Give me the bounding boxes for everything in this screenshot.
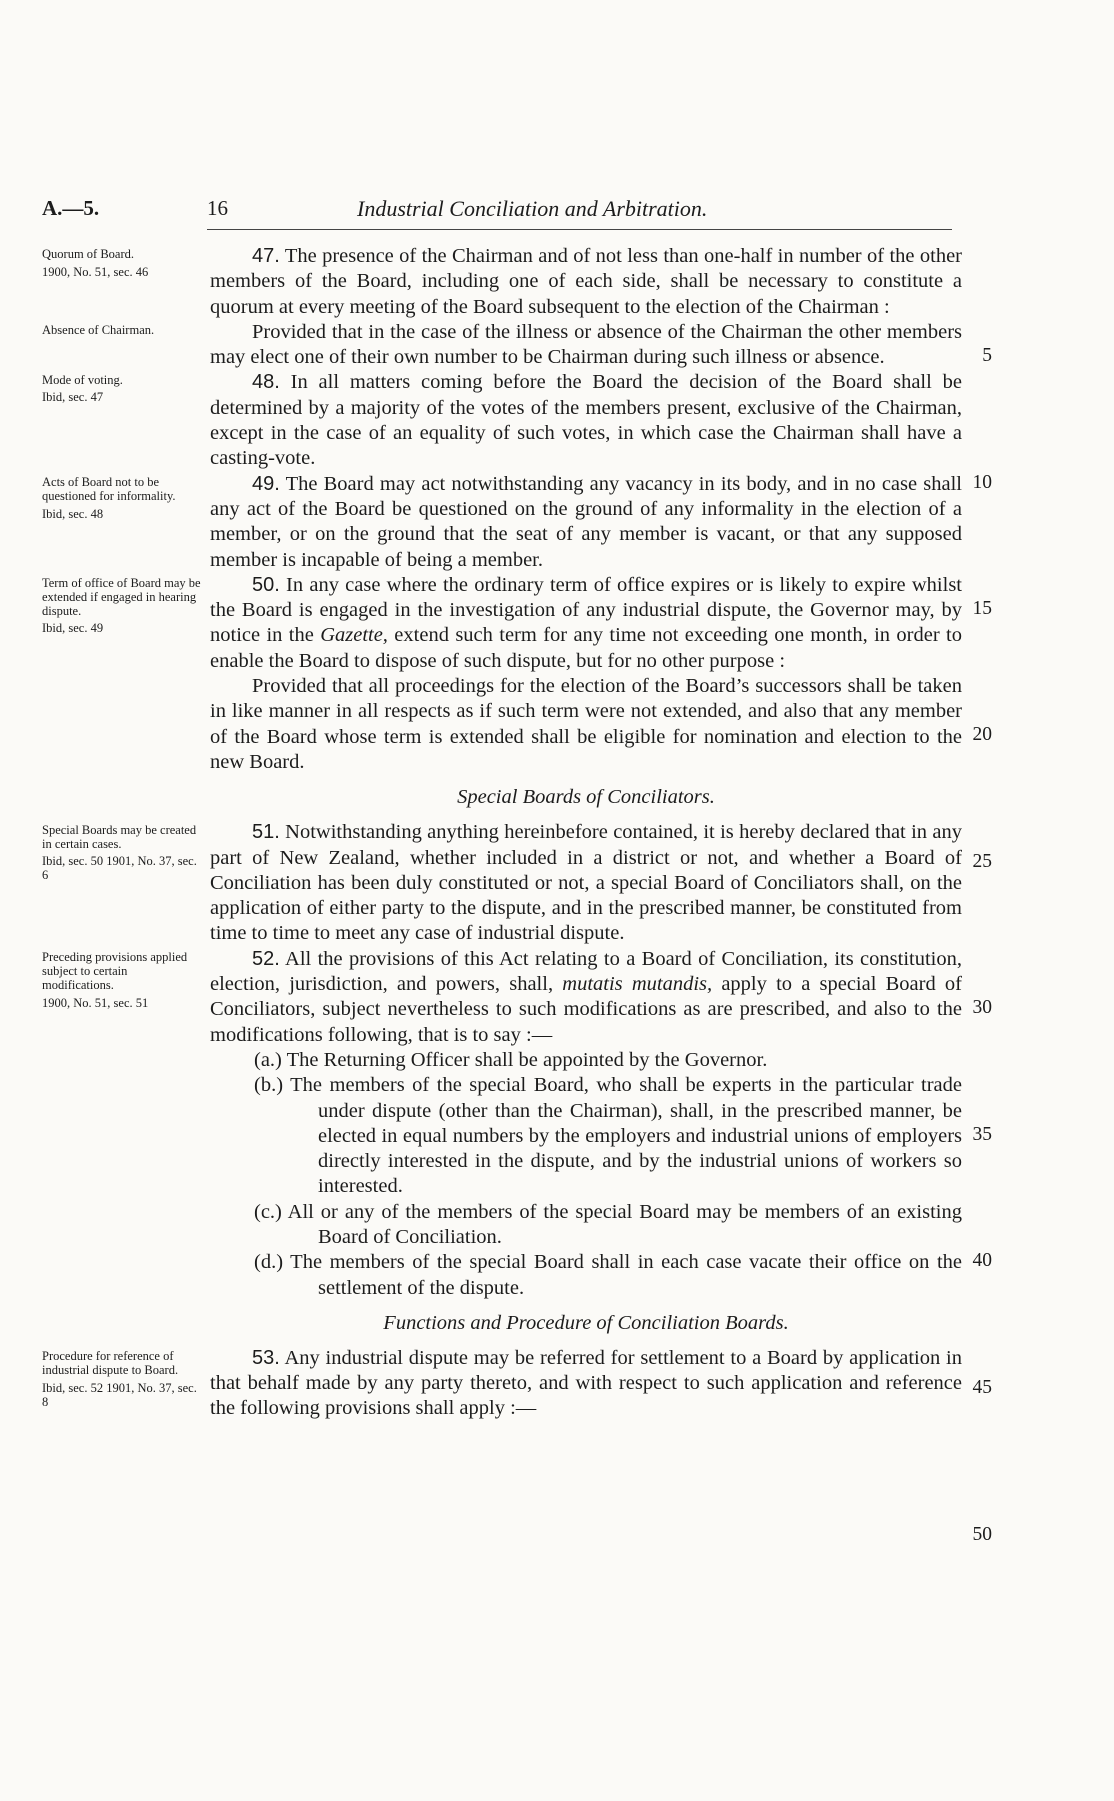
section-text: The Board may act notwithstanding any vacancy in its body, and in no case shall any act of the Board be questioned on the ground of any informality in the election of a member, or on the ground that the seat of any member is vacant, or that any supposed member is incapable of being a member. xyxy=(210,472,962,571)
section-number: 47. xyxy=(252,245,280,267)
section-47-proviso xyxy=(42,320,992,371)
item-text: The Returning Officer shall be appointed by the Governor. xyxy=(281,1048,768,1071)
proviso-paragraph: Provided that in the case of the illness or absence of the Chairman the other members may elect one of their own number to be Chairman during such illness or absence. xyxy=(210,320,962,369)
margin-note xyxy=(42,373,202,404)
header-rule xyxy=(207,229,952,230)
section-paragraph xyxy=(210,244,962,320)
margin-note-text: Mode of voting. xyxy=(42,373,123,388)
section-number: 48. xyxy=(252,371,280,394)
margin-note-text: Special Boards may be created in certain cases. xyxy=(42,823,197,852)
list-item xyxy=(210,1048,962,1073)
section-53 xyxy=(42,1346,992,1422)
section-text: The presence of the Chairman and of not less than one-half in number of the other members of the Board, including one of each side, shall be necessary to constitute a quorum at every meeting of the Board subsequent to the election of the Chairman : xyxy=(210,245,962,318)
section-paragraph xyxy=(210,947,962,1048)
section-text: Any industrial dispute may be referred for settlement to a Board by application in that behalf made by any party thereto, and with respect to such application and reference the following provisions shall apply :— xyxy=(210,1346,962,1420)
section-paragraph xyxy=(210,370,962,471)
margin-note-text: Acts of Board not to be questioned for informality. xyxy=(42,474,176,503)
margin-note xyxy=(42,823,202,882)
item-text: The members of the special Board shall in each case vacate their office on the settlement of the dispute. xyxy=(283,1251,962,1299)
section-52 xyxy=(42,947,992,1301)
section-number: 52. xyxy=(252,947,280,970)
line-number: 40 xyxy=(972,1250,992,1271)
section-text: extend such term for any time not exceeding one month, in order to enable the Board to dispose of such dispute, but for no other purpose : xyxy=(210,624,962,672)
page-header xyxy=(42,196,952,230)
page-number: 16 xyxy=(207,196,228,220)
item-label: (b.) xyxy=(254,1074,284,1097)
margin-citation: 1900, No. 51, sec. 51 xyxy=(42,995,149,1010)
line-number: 10 xyxy=(972,472,992,493)
margin-note xyxy=(42,1349,202,1409)
section-paragraph xyxy=(210,1346,962,1422)
section-paragraph xyxy=(210,472,962,573)
item-text: The members of the special Board, who shall be experts in the particular trade under dispute (other than the Chairman), shall, in the prescribed manner, be elected in equal numbers by the employers and industrial unions of employers directly interested in the dispute, and by the industrial unions of workers so interested. xyxy=(283,1074,962,1198)
section-51 xyxy=(42,820,992,946)
line-number: 15 xyxy=(972,598,992,619)
section-text: Notwithstanding anything hereinbefore contained, it is hereby declared that in any part of New Zealand, whether included in a district or not, and whether a Board of Conciliation has been duly constituted or not, a special Board of Conciliators shall, on the application of either party to the dispute, and in the prescribed manner, be constituted from time to time to meet any case of industrial dispute. xyxy=(210,821,962,945)
section-number: 49. xyxy=(252,472,280,495)
section-paragraph xyxy=(210,820,962,946)
subheading-functions: Functions and Procedure of Conciliation Boards. xyxy=(383,1311,789,1334)
section-49 xyxy=(42,472,992,573)
list-item xyxy=(210,1073,962,1199)
margin-note-text: Term of office of Board may be extended if engaged in hearing dispute. xyxy=(42,575,201,618)
section-48 xyxy=(42,370,992,471)
line-number: 25 xyxy=(972,851,992,872)
section-text: In all matters coming before the Board the decision of the Board shall be determined by a majority of the votes of the members present, exclusive of the Chairman, except in the case of an equality of such votes, in which case the Chairman shall have a casting-vote. xyxy=(210,371,962,470)
line-number: 5 xyxy=(982,345,992,366)
margin-citation: Ibid, sec. 49 xyxy=(42,620,104,635)
paper-reference: A.—5. xyxy=(42,196,100,220)
margin-note-text: Procedure for reference of industrial dispute to Board. xyxy=(42,1348,179,1377)
line-number: 50 xyxy=(972,1524,992,1545)
section-47 xyxy=(42,244,992,320)
section-50 xyxy=(42,573,992,775)
body-text xyxy=(42,244,992,1545)
margin-note-text: Quorum of Board. xyxy=(42,247,134,261)
line-number: 20 xyxy=(972,724,992,745)
margin-note xyxy=(42,323,202,337)
margin-note-text: Preceding provisions applied subject to certain modifications. xyxy=(42,949,188,992)
running-title: Industrial Conciliation and Arbitration. xyxy=(357,196,708,221)
latin-phrase: mutatis mutandis, xyxy=(562,973,713,996)
item-label: (c.) xyxy=(254,1200,282,1223)
proviso-paragraph: Provided that all proceedings for the election of the Board’s successors shall be taken in like manner in all respects as if such term were not extended, and also that any member of the Board whose term is extended shall be eligible for nomination and election to the new Board. xyxy=(210,675,962,773)
margin-citation: Ibid, sec. 52 1901, No. 37, sec. 8 xyxy=(42,1380,197,1409)
list-item xyxy=(210,1250,962,1301)
section-number: 53. xyxy=(252,1346,280,1369)
margin-citation: Ibid, sec. 48 xyxy=(42,506,104,521)
item-text: All or any of the members of the special Board may be members of an existing Board of Conciliation. xyxy=(281,1200,962,1248)
item-label: (a.) xyxy=(254,1048,282,1071)
line-number: 30 xyxy=(972,997,992,1018)
margin-note xyxy=(42,247,202,279)
section-text: apply to a special Board of Conciliators, subject nevertheless to such modifications as are prescribed, and also to the modifications following, that is to say :— xyxy=(210,973,962,1046)
section-paragraph xyxy=(210,573,962,674)
list-item xyxy=(210,1200,962,1251)
margin-note xyxy=(42,950,202,1010)
margin-note-text: Absence of Chairman. xyxy=(42,322,155,337)
margin-note xyxy=(42,576,202,635)
gazette-term: Gazette, xyxy=(320,624,388,647)
margin-citation: Ibid, sec. 50 1901, No. 37, sec. 6 xyxy=(42,854,197,883)
line-number: 45 xyxy=(972,1377,992,1398)
margin-citation: 1900, No. 51, sec. 46 xyxy=(42,265,149,279)
section-text: In any case where the ordinary term of office expires or is likely to expire whilst the Board is engaged in the investigation of any industrial dispute, the Governor may, by notice in the xyxy=(210,573,962,647)
section-text: All the provisions of this Act relating to a Board of Conciliation, its constitution, election, jurisdiction, and powers, shall, xyxy=(210,947,962,996)
margin-note xyxy=(42,475,202,521)
section-number: 50. xyxy=(252,573,280,596)
line-number: 35 xyxy=(972,1124,992,1145)
subheading-special-boards: Special Boards of Conciliators. xyxy=(457,786,715,809)
section-number: 51. xyxy=(252,821,280,844)
item-label: (d.) xyxy=(254,1251,284,1274)
margin-citation: Ibid, sec. 47 xyxy=(42,390,104,405)
